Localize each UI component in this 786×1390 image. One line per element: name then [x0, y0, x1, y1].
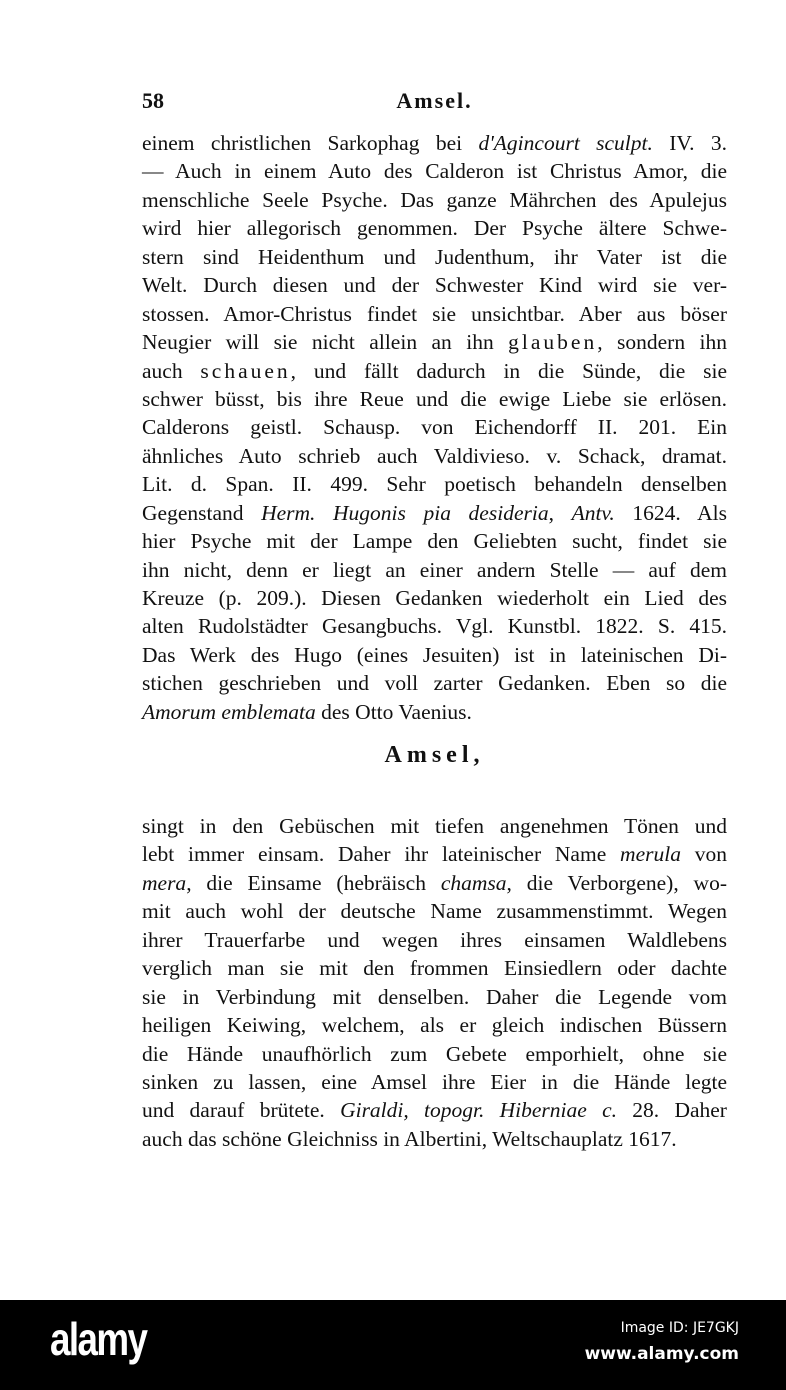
paragraph-1 [142, 129, 727, 726]
text-line [142, 357, 727, 385]
text-line [142, 869, 727, 897]
text-run: einem christlichen Sarkophag bei [142, 131, 479, 155]
alamy-logo: alamy [50, 1313, 147, 1365]
spaced-emphasis: schauen [200, 358, 291, 383]
text-run: lebt immer einsam. Daher ihr lateinischer Name [142, 842, 621, 867]
text-run: auch [142, 358, 201, 383]
text-run: sie in Verbindung mit denselben. Daher die Legende vom [142, 984, 727, 1009]
text-line [142, 1096, 727, 1124]
text-run: , die Einsame (hebräisch [186, 870, 441, 895]
watermark-bar [0, 1300, 786, 1390]
text-run: ihrer Trauerfarbe und wegen ihres einsamen Waldlebens [142, 927, 727, 952]
text-run: ähnliches Auto schrieb auch Valdivieso. v. Schack, dramat. [142, 443, 727, 468]
text-line [142, 214, 727, 242]
text-line [142, 243, 727, 271]
text-run: — Auch in einem Auto des Calderon ist Christus Amor, die [142, 159, 727, 184]
text-run: 28. Daher [617, 1098, 727, 1123]
italic-citation: mera [142, 870, 187, 895]
text-run: die Hände unaufhörlich zum Gebete emporhielt, ohne sie [142, 1041, 727, 1066]
text-run: auch das schöne Gleichniss in Albertini, Weltschauplatz 1617. [142, 1126, 677, 1151]
text-run: IV. 3. [652, 131, 727, 155]
text-line [142, 612, 727, 640]
text-run: menschliche Seele Psyche. Das ganze Mährchen des Apulejus [142, 187, 727, 212]
italic-citation: Herm. Hugonis pia desideria [261, 500, 549, 525]
image-id: Image ID: JE7GKJ [620, 1320, 739, 1336]
text-line [142, 1068, 727, 1096]
text-run: , [548, 500, 572, 525]
italic-citation: chamsa [440, 870, 507, 895]
text-line [142, 897, 727, 925]
text-line [142, 983, 727, 1011]
italic-citation: d'Agincourt sculpt. [478, 131, 653, 155]
text-run: stossen. Amor-Christus findet sie unsichtbar. Aber aus böser [142, 301, 727, 326]
text-line [142, 499, 727, 527]
text-run: stern sind Heidenthum und Judenthum, ihr Vater ist die [142, 244, 727, 269]
text-run: ihn nicht, denn er liegt an einer andern Stelle — auf dem [142, 557, 727, 582]
text-line [142, 470, 727, 498]
text-line [142, 812, 727, 840]
italic-citation: merula [620, 842, 681, 867]
text-line [142, 157, 727, 185]
text-run: , sondern ihn [597, 330, 727, 355]
text-line [142, 328, 727, 356]
text-run: Neugier will sie nicht allein an ihn [142, 330, 509, 355]
text-line [142, 669, 727, 697]
text-run: mit auch wohl der deutsche Name zusammenstimmt. Wegen [142, 899, 727, 924]
text-run: 1624. Als [614, 500, 727, 525]
text-line [142, 1040, 727, 1068]
text-line [142, 413, 727, 441]
text-run: sinken zu lassen, eine Amsel ihre Eier in die Hände legte [142, 1069, 727, 1094]
text-run: des Otto Vaenius. [315, 699, 472, 724]
text-run: heiligen Keiwing, welchem, als er gleich indischen Büssern [142, 1013, 727, 1038]
text-line [142, 954, 727, 982]
text-run: schwer büsst, bis ihre Reue und die ewige Liebe sie erlösen. [142, 386, 727, 411]
text-run: Das Werk des Hugo (eines Jesuiten) ist in lateinischen Di- [142, 642, 727, 667]
text-run: Gegenstand [142, 500, 262, 525]
text-line [142, 584, 727, 612]
text-line [142, 300, 727, 328]
running-header [142, 88, 727, 118]
text-run: Calderons geistl. Schausp. von Eichendorff II. 201. Ein [142, 415, 727, 440]
text-line [142, 271, 727, 299]
text-run: hier Psyche mit der Lampe den Geliebten sucht, findet sie [142, 529, 727, 554]
running-title: Amsel. [396, 88, 473, 113]
text-run: Welt. Durch diesen und der Schwester Kind wird sie ver- [142, 273, 727, 298]
text-line [142, 527, 727, 555]
text-run: alten Rudolstädter Gesangbuchs. Vgl. Kunstbl. 1822. S. 415. [142, 614, 727, 639]
text-line [142, 186, 727, 214]
text-run: Kreuze (p. 209.). Diesen Gedanken wiederholt ein Lied des [142, 586, 727, 610]
text-line [142, 385, 727, 413]
text-run: singt in den Gebüschen mit tiefen angenehmen Tönen und [142, 814, 727, 838]
text-run: stichen geschrieben und voll zarter Gedanken. Eben so die [142, 671, 727, 696]
text-run: Lit. d. Span. II. 499. Sehr poetisch behandeln denselben [142, 472, 727, 497]
spaced-emphasis: glauben [508, 330, 598, 355]
text-line [142, 442, 727, 470]
section-heading: Amsel, [384, 742, 485, 768]
text-run: wird hier allegorisch genommen. Der Psyche ältere Schwe- [142, 216, 727, 241]
text-run: und darauf brütete. [142, 1098, 341, 1123]
text-line [142, 840, 727, 868]
text-line [142, 641, 727, 669]
website-url: www.alamy.com [584, 1344, 739, 1364]
italic-citation: Amorum emblemata [142, 699, 316, 724]
text-run: , und fällt dadurch in die Sünde, die sie [290, 358, 727, 383]
text-line [142, 1125, 727, 1153]
italic-citation: Giraldi, topogr. Hiberniae c. [340, 1098, 618, 1123]
page-number: 58 [142, 88, 164, 113]
text-run: , die Verborgene), wo- [506, 870, 727, 895]
text-run: von [680, 842, 728, 867]
text-line [142, 1011, 727, 1039]
text-line [142, 556, 727, 584]
italic-citation: Antv. [571, 500, 615, 525]
text-line [142, 698, 727, 726]
text-run: verglich man sie mit den frommen Einsiedlern oder dachte [142, 956, 727, 981]
paragraph-2 [142, 812, 727, 1153]
text-line [142, 129, 727, 157]
text-line [142, 926, 727, 954]
